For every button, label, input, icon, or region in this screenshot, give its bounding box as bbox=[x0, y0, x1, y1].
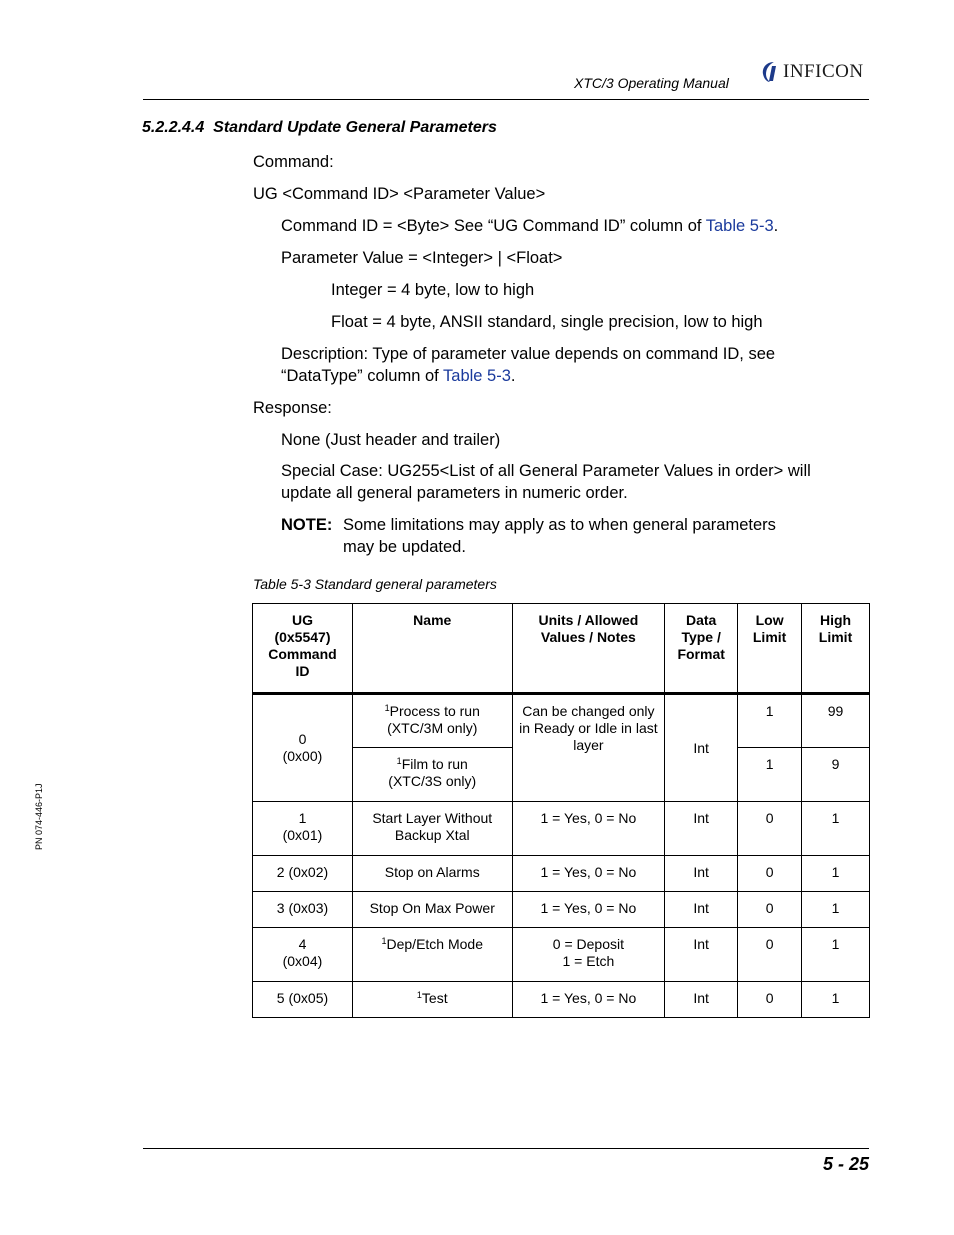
cell-units: 1 = Yes, 0 = No bbox=[512, 982, 665, 1018]
cell-low-limit: 1 bbox=[738, 748, 802, 802]
header-text: Data bbox=[685, 612, 717, 628]
name-text: Test bbox=[421, 990, 448, 1006]
header-low-limit bbox=[738, 604, 802, 694]
integer-definition: Integer = 4 byte, low to high bbox=[331, 281, 535, 299]
inficon-logo-mark-icon bbox=[760, 61, 780, 83]
cell-low-limit: 0 bbox=[738, 892, 802, 928]
header-text: Values / Notes bbox=[540, 629, 636, 645]
section-title: Standard Update General Parameters bbox=[213, 119, 497, 136]
response-label: Response: bbox=[253, 399, 332, 417]
header-rule bbox=[143, 99, 869, 100]
special-case-line-1: Special Case: UG255<List of all General Parameter Values in order> will bbox=[281, 462, 811, 480]
section-number: 5.2.2.4.4 bbox=[142, 119, 205, 136]
cell-units: 1 = Yes, 0 = No bbox=[512, 856, 665, 892]
cell-command-id: 5 (0x05) bbox=[253, 982, 353, 1018]
cell-data-type: Int bbox=[665, 694, 738, 802]
cell-command-id: 3 (0x03) bbox=[253, 892, 353, 928]
response-none: None (Just header and trailer) bbox=[281, 431, 501, 449]
cell-name bbox=[352, 694, 512, 748]
cell-text: 1 = Etch bbox=[562, 953, 615, 969]
footnote-mark: 1 bbox=[416, 990, 422, 1000]
cell-units bbox=[512, 928, 665, 982]
header-text: (0x5547) bbox=[274, 629, 331, 645]
cell-low-limit: 0 bbox=[738, 928, 802, 982]
header-text: Limit bbox=[818, 629, 853, 645]
inficon-logo bbox=[760, 60, 864, 84]
table-row bbox=[253, 928, 870, 982]
description-line-2 bbox=[281, 365, 775, 387]
cell-command-id bbox=[253, 694, 353, 802]
footer-rule bbox=[143, 1148, 869, 1149]
name-text: Dep/Etch Mode bbox=[386, 936, 483, 952]
command-syntax: UG <Command ID> <Parameter Value> bbox=[253, 185, 546, 203]
cell-text: Start Layer Without bbox=[372, 810, 493, 826]
description-line-1: Description: Type of parameter value depends on command ID, see bbox=[281, 345, 776, 363]
cell-name bbox=[352, 802, 512, 856]
footnote-mark: 1 bbox=[381, 936, 387, 946]
header-data-type bbox=[665, 604, 738, 694]
cell-name bbox=[352, 982, 512, 1018]
cell-text: layer bbox=[573, 737, 604, 753]
cell-units: 1 = Yes, 0 = No bbox=[512, 802, 665, 856]
parameters-table bbox=[252, 603, 870, 1018]
header-text: Limit bbox=[752, 629, 787, 645]
table-row bbox=[253, 856, 870, 892]
cell-data-type: Int bbox=[665, 982, 738, 1018]
table-row bbox=[253, 982, 870, 1018]
cell-high-limit: 1 bbox=[802, 892, 870, 928]
cell-text: (0x01) bbox=[282, 827, 323, 843]
cell-text bbox=[359, 756, 506, 773]
header-text: Command bbox=[268, 646, 337, 662]
header-text: High bbox=[819, 612, 852, 628]
header-text: Format bbox=[677, 646, 725, 662]
table-caption: Table 5-3 Standard general parameters bbox=[253, 576, 497, 592]
cell-units bbox=[512, 694, 665, 802]
special-case-line-2: update all general parameters in numeric order. bbox=[281, 484, 628, 502]
cell-text: (XTC/3M only) bbox=[387, 720, 478, 736]
header-units bbox=[512, 604, 665, 694]
cell-name: Stop On Max Power bbox=[352, 892, 512, 928]
cell-text: (XTC/3S only) bbox=[388, 773, 477, 789]
note-line-1: Some limitations may apply as to when general parameters bbox=[343, 516, 776, 534]
note-label: NOTE: bbox=[281, 516, 333, 534]
cell-text: 0 bbox=[298, 731, 307, 747]
cell-text: (0x00) bbox=[282, 748, 323, 764]
command-id-text: Command ID = <Byte> See “UG Command ID” column of bbox=[281, 217, 706, 235]
parameter-value-definition: Parameter Value = <Integer> | <Float> bbox=[281, 249, 563, 267]
cell-low-limit: 0 bbox=[738, 856, 802, 892]
cell-text bbox=[359, 703, 506, 720]
cell-high-limit: 1 bbox=[802, 928, 870, 982]
table-row bbox=[253, 802, 870, 856]
cell-high-limit: 1 bbox=[802, 856, 870, 892]
logo-text: INFICON bbox=[783, 61, 864, 82]
part-number-label: PN 074-446-P1J bbox=[34, 783, 44, 850]
cell-text: Can be changed only bbox=[522, 703, 655, 719]
cell-high-limit: 99 bbox=[802, 694, 870, 748]
header-text: Units / Allowed bbox=[538, 612, 639, 628]
cell-data-type: Int bbox=[665, 856, 738, 892]
float-definition: Float = 4 byte, ANSII standard, single precision, low to high bbox=[331, 313, 763, 331]
command-id-end: . bbox=[773, 217, 779, 235]
cell-text: Backup Xtal bbox=[394, 827, 470, 843]
cell-low-limit: 0 bbox=[738, 802, 802, 856]
cell-text: 0 = Deposit bbox=[552, 936, 624, 952]
cell-low-limit: 0 bbox=[738, 982, 802, 1018]
cell-name: Stop on Alarms bbox=[352, 856, 512, 892]
header-text: Type / bbox=[681, 629, 721, 645]
cell-low-limit: 1 bbox=[738, 694, 802, 748]
note-line-2: may be updated. bbox=[343, 538, 466, 556]
footnote-mark: 1 bbox=[384, 703, 390, 713]
table-row bbox=[253, 892, 870, 928]
manual-title: XTC/3 Operating Manual bbox=[574, 75, 729, 91]
cell-name bbox=[352, 748, 512, 802]
cell-data-type: Int bbox=[665, 892, 738, 928]
cell-data-type: Int bbox=[665, 928, 738, 982]
description-end: . bbox=[510, 367, 516, 385]
cell-text: in Ready or Idle in last bbox=[519, 720, 658, 736]
cell-data-type: Int bbox=[665, 802, 738, 856]
section-heading bbox=[142, 119, 497, 137]
table-header-row bbox=[253, 604, 870, 694]
cell-units: 1 = Yes, 0 = No bbox=[512, 892, 665, 928]
name-text: Process to run bbox=[389, 703, 480, 719]
header-command-id bbox=[253, 604, 353, 694]
cell-command-id bbox=[253, 802, 353, 856]
cell-text: 1 bbox=[298, 810, 307, 826]
cell-name bbox=[352, 928, 512, 982]
header-name: Name bbox=[352, 604, 512, 694]
description bbox=[281, 343, 775, 387]
special-case bbox=[281, 460, 811, 504]
table-link[interactable]: Table 5-3 bbox=[705, 217, 774, 235]
description-text: “DataType” column of bbox=[281, 367, 444, 385]
table-row bbox=[253, 694, 870, 748]
header-high-limit bbox=[802, 604, 870, 694]
header-text: ID bbox=[295, 663, 310, 679]
cell-high-limit: 1 bbox=[802, 802, 870, 856]
command-id-definition bbox=[281, 215, 778, 237]
page-number: 5 - 25 bbox=[822, 1154, 869, 1174]
footnote-mark: 1 bbox=[396, 756, 402, 766]
cell-high-limit: 9 bbox=[802, 748, 870, 802]
cell-command-id bbox=[253, 928, 353, 982]
table-link[interactable]: Table 5-3 bbox=[443, 367, 511, 385]
cell-command-id: 2 (0x02) bbox=[253, 856, 353, 892]
cell-text: (0x04) bbox=[282, 953, 323, 969]
cell-text: 4 bbox=[298, 936, 307, 952]
command-label: Command: bbox=[253, 153, 334, 171]
name-text: Film to run bbox=[401, 756, 468, 772]
header-text: UG bbox=[291, 612, 313, 628]
cell-high-limit: 1 bbox=[802, 982, 870, 1018]
note-text bbox=[343, 514, 776, 558]
header-text: Low bbox=[755, 612, 784, 628]
